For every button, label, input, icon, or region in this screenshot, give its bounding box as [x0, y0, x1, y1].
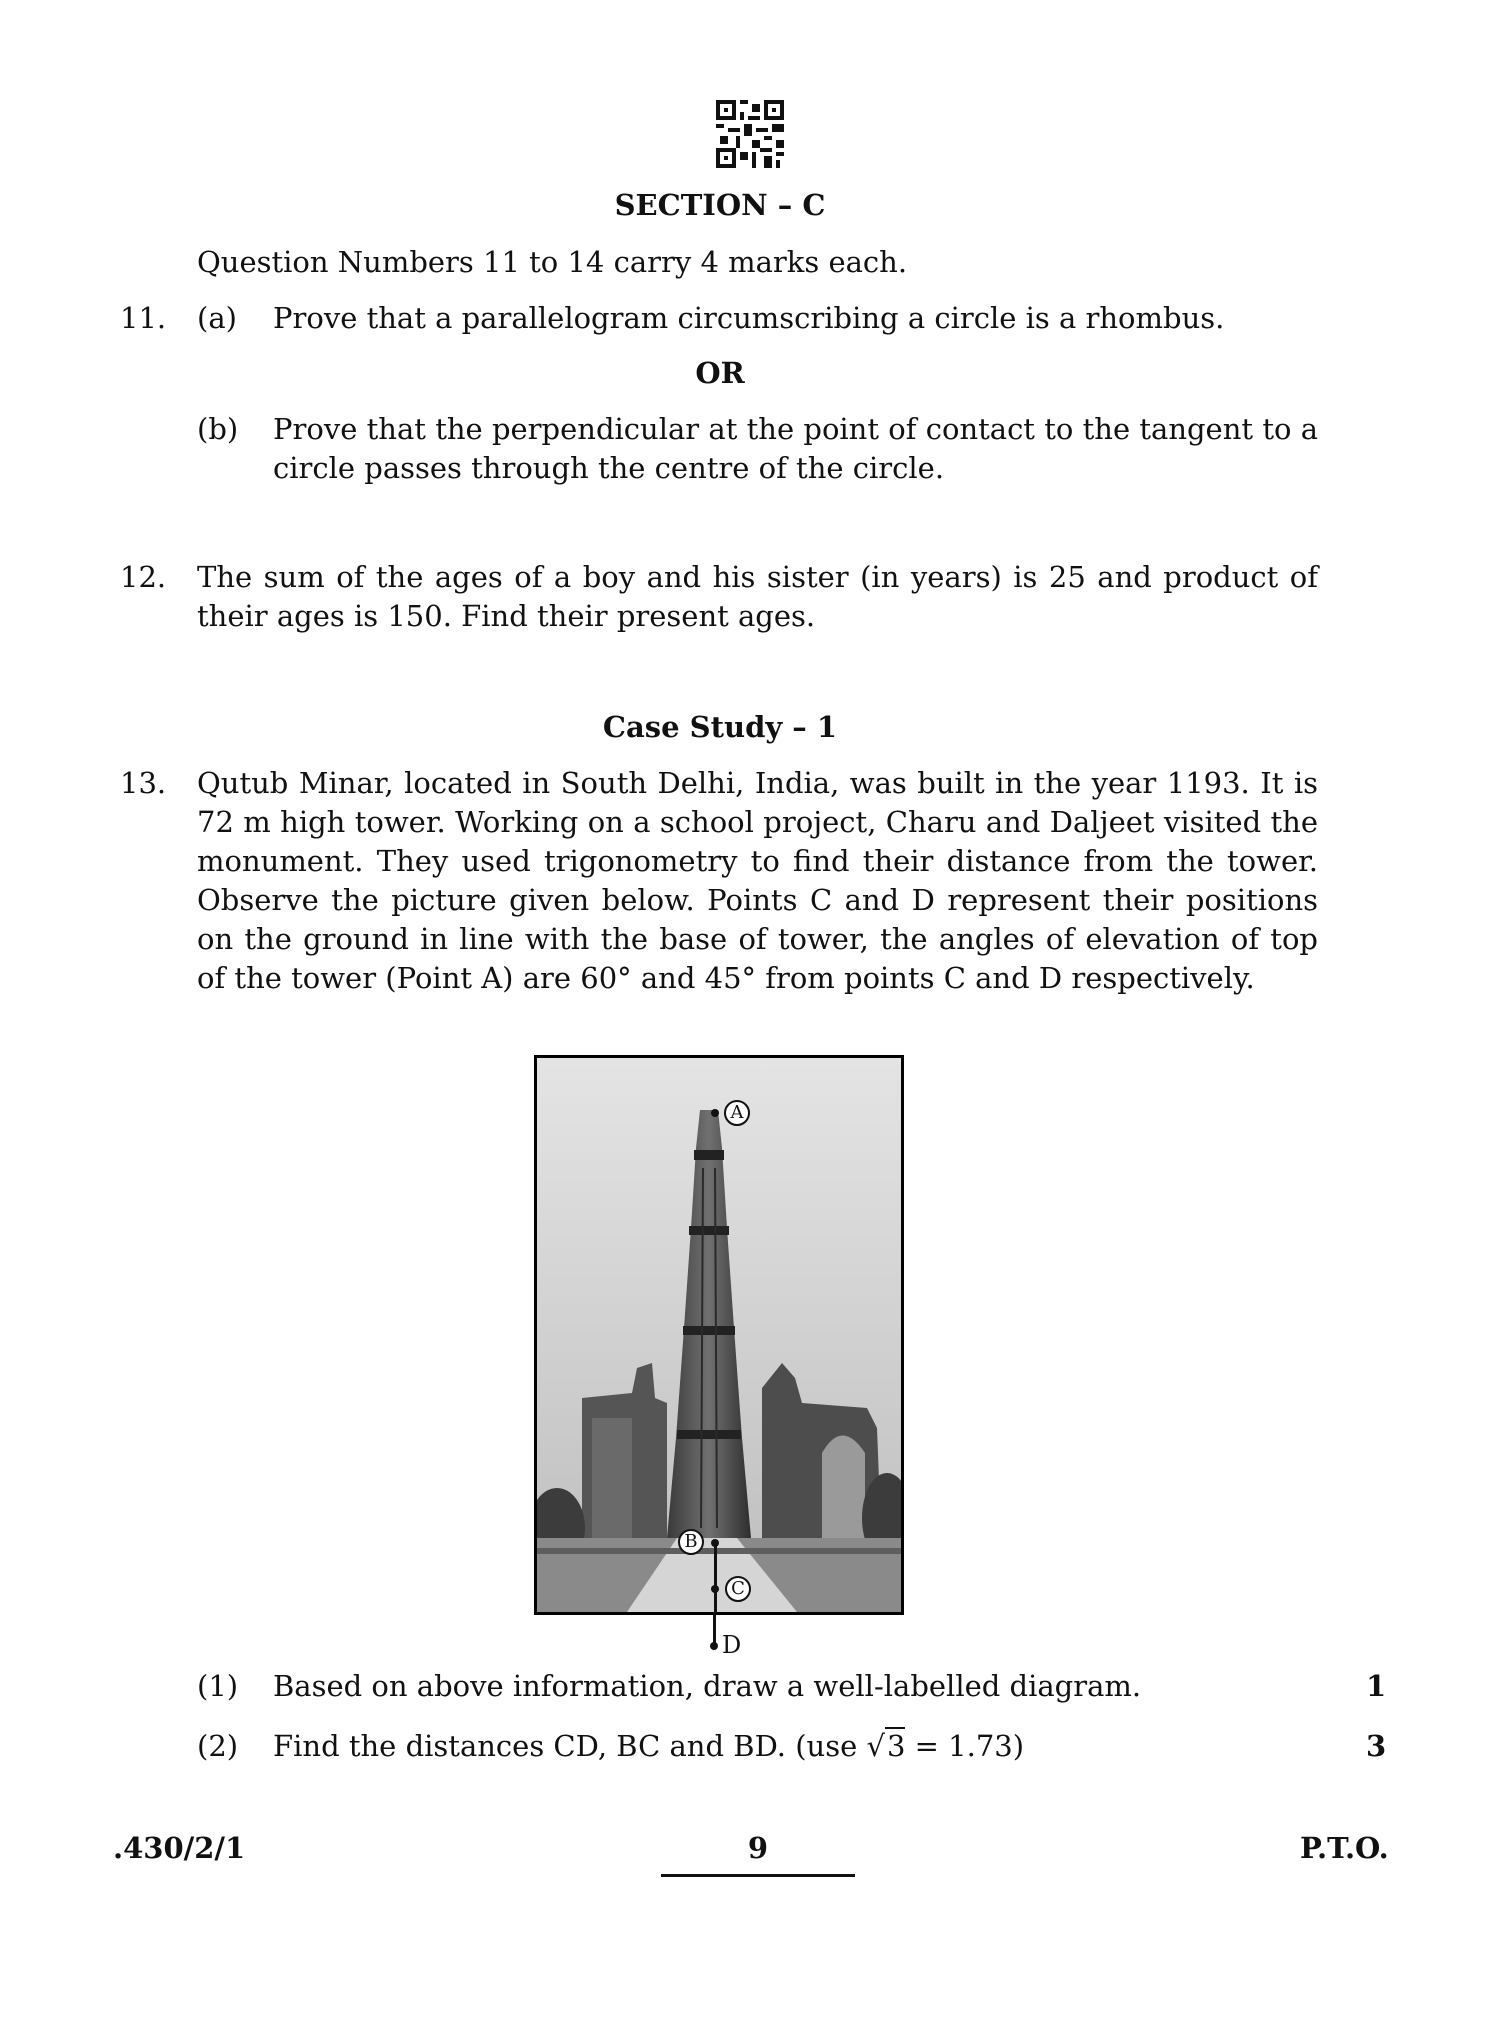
question-number-12: 12. [120, 560, 167, 594]
footer-divider [661, 1874, 855, 1877]
qutub-minar-photo [534, 1055, 904, 1615]
point-b-marker [711, 1539, 719, 1547]
point-a-marker [711, 1109, 719, 1117]
q11-part-a-label: (a) [197, 301, 237, 335]
point-c-marker [711, 1585, 719, 1593]
q13-text: Qutub Minar, located in South Delhi, India, was built in the year 1193. It is 72 m high tower. Working on a school project, Charu and Daljeet visited the monument. They used trigonometry to find their distance from the tower. Observe the picture given below. Points C and D represent their positions on the ground in line with the base of tower, the angles of elevation of top of the tower (Point A) are 60° and 45° from points C and D respectively. [197, 766, 1318, 995]
q13-sub1-marks: 1 [1366, 1669, 1387, 1703]
q13-sub2-label: (2) [197, 1729, 239, 1763]
ground-line-extension [713, 1612, 716, 1646]
qutub-minar-illustration [537, 1058, 901, 1612]
q11-part-b-text: Prove that the perpendicular at the point of contact to the tangent to a circle passes through the centre of the circle. [273, 412, 1318, 485]
point-b-label: B [678, 1529, 704, 1555]
sqrt-symbol: √ [866, 1729, 885, 1763]
footer-pto: P.T.O. [1300, 1831, 1389, 1865]
or-separator: OR [695, 356, 745, 390]
point-a-label: A [724, 1100, 750, 1126]
section-title: SECTION – C [614, 188, 826, 222]
question-number-13: 13. [120, 766, 167, 800]
q11-part-b-label: (b) [197, 412, 239, 446]
ground-line [714, 1543, 717, 1615]
q13-sub1-text: Based on above information, draw a well-labelled diagram. [273, 1669, 1142, 1703]
point-c-label: C [725, 1576, 751, 1602]
section-instructions: Question Numbers 11 to 14 carry 4 marks each. [197, 245, 908, 279]
sqrt-radicand: 3 [886, 1729, 906, 1763]
q11-part-a-text: Prove that a parallelogram circumscribing a circle is a rhombus. [273, 301, 1225, 335]
q13-sub2-marks: 3 [1366, 1729, 1387, 1763]
footer-paper-code: .430/2/1 [113, 1831, 246, 1865]
q12-text: The sum of the ages of a boy and his sister (in years) is 25 and product of their ages is 150. Find their present ages. [197, 560, 1318, 633]
q13-sub1-label: (1) [197, 1669, 239, 1703]
q13-sub2-text-pre: Find the distances CD, BC and BD. (use [273, 1729, 867, 1763]
qr-code-icon [716, 100, 784, 168]
q13-sub2-text [273, 1727, 1273, 1766]
point-d-label: D [722, 1631, 742, 1659]
q13-sub2-text-post: = 1.73) [905, 1729, 1025, 1763]
point-d-marker [710, 1642, 718, 1650]
case-study-title: Case Study – 1 [602, 710, 838, 744]
footer-page-number: 9 [747, 1831, 769, 1865]
question-number-11: 11. [120, 301, 167, 335]
